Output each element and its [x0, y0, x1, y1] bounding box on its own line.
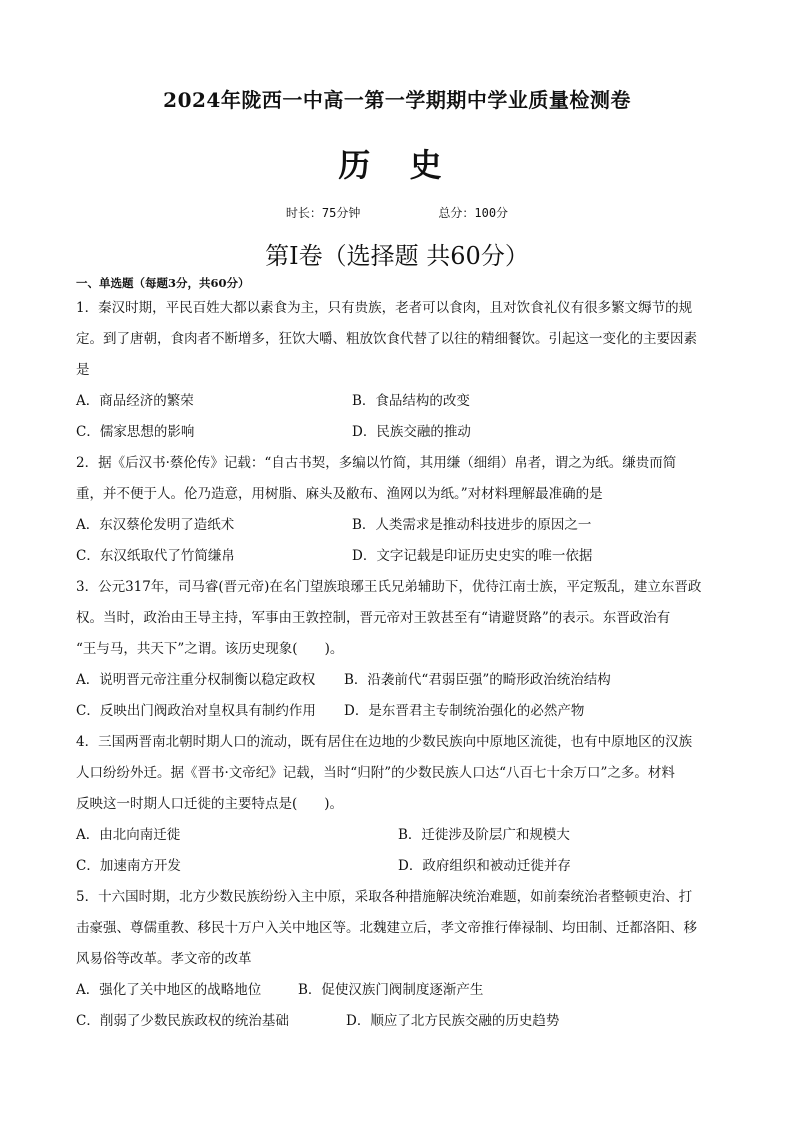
question-stem-line: 2．据《后汉书·蔡伦传》记载：“自古书契，多编以竹简，其用缣（细绢）帛者，谓之为纸。缣贵而简 — [76, 455, 677, 471]
option-b[interactable]: B．促使汉族门阀制度逐渐产生 — [298, 982, 484, 998]
question-stem-line: 风易俗等改革。孝文帝的改革 — [76, 951, 252, 967]
option-row — [76, 665, 724, 696]
section-title: 第Ⅰ卷（选择题 共60分） — [265, 242, 529, 270]
question — [76, 727, 724, 882]
option-a[interactable]: A．商品经济的繁荣 — [76, 393, 194, 409]
option-c[interactable]: C．加速南方开发 — [76, 858, 181, 874]
question — [76, 572, 724, 727]
question-stem-line: 1．秦汉时期，平民百姓大都以素食为主，只有贵族，老者可以食肉，且对饮食礼仪有很多繁文缛节的规 — [76, 300, 693, 316]
option-a[interactable]: A．说明晋元帝注重分权制衡以稳定政权 — [76, 672, 316, 688]
question-stem-line: 是 — [76, 362, 90, 378]
question-stem-line: 人口纷纷外迁。据《晋书·文帝纪》记载，当时“归附”的少数民族人口达“八百七十余万口”之多。材料 — [76, 765, 675, 781]
option-b[interactable]: B．人类需求是推动科技进步的原因之一 — [352, 517, 592, 533]
total-score-label: 总分：100分 — [438, 206, 509, 220]
question-stem-line: 3．公元317年，司马睿(晋元帝)在名门望族琅琊王氏兄弟辅助下，优待江南士族，平定叛乱，建立东晋政 — [76, 579, 702, 595]
option-c[interactable]: C．反映出门阀政治对皇权具有制约作用 — [76, 703, 316, 719]
question-stem-line: 反映这一时期人口迁徙的主要特点是( )。 — [76, 796, 344, 812]
option-b[interactable]: B．沿袭前代“君弱臣强”的畸形政治统治结构 — [344, 672, 611, 688]
question — [76, 882, 724, 1037]
option-row — [76, 541, 724, 572]
option-d[interactable]: D．顺应了北方民族交融的历史趋势 — [346, 1013, 560, 1029]
option-row — [76, 696, 724, 727]
option-d[interactable]: D．是东晋君主专制统治强化的必然产物 — [344, 703, 585, 719]
option-b[interactable]: B．迁徙涉及阶层广和规模大 — [398, 827, 570, 843]
option-c[interactable]: C．削弱了少数民族政权的统治基础 — [76, 1013, 289, 1029]
question-stem-line: 击豪强、尊儒重教、移民十万户入关中地区等。北魏建立后，孝文帝推行俸禄制、均田制、迁都洛阳、移 — [76, 920, 697, 936]
option-d[interactable]: D．政府组织和被动迁徙并存 — [398, 858, 571, 874]
option-row — [76, 386, 724, 417]
option-a[interactable]: A．强化了关中地区的战略地位 — [76, 982, 262, 998]
option-row — [76, 510, 724, 541]
question-stem-line: “王与马，共天下”之谓。该历史现象( )。 — [76, 641, 344, 657]
option-row — [76, 820, 724, 851]
subject-title: 历 史 — [338, 146, 456, 184]
question-stem-line: 5．十六国时期，北方少数民族纷纷入主中原，采取各种措施解决统治难题，如前秦统治者整顿吏治、打 — [76, 889, 693, 905]
option-a[interactable]: A．由北向南迁徙 — [76, 827, 181, 843]
exam-title: 2024年陇西一中高一第一学期期中学业质量检测卷 — [163, 88, 631, 112]
option-row — [76, 417, 724, 448]
question-list — [76, 293, 724, 1037]
question-stem-line: 权。当时，政治由王导主持，军事由王敦控制，晋元帝对王敦甚至有“请避贤路”的表示。东晋政治有 — [76, 610, 671, 626]
question-stem-line: 4．三国两晋南北朝时期人口的流动，既有居住在边地的少数民族向中原地区流徙，也有中原地区的汉族 — [76, 734, 693, 750]
question — [76, 448, 724, 572]
option-d[interactable]: D．文字记载是印证历史史实的唯一依据 — [352, 548, 593, 564]
question-stem-line: 定。到了唐朝，食肉者不断增多，狂饮大嚼、粗放饮食代替了以往的精细餐饮。引起这一变化的主要因素 — [76, 331, 697, 347]
option-row — [76, 851, 724, 882]
duration-label: 时长：75分钟 — [285, 206, 361, 220]
option-b[interactable]: B．食品结构的改变 — [352, 393, 470, 409]
option-row — [76, 975, 724, 1006]
question-type-label: 一、单选题（每题3分，共60分） — [76, 276, 250, 290]
option-c[interactable]: C．儒家思想的影响 — [76, 424, 195, 440]
option-a[interactable]: A．东汉蔡伦发明了造纸术 — [76, 517, 235, 533]
option-row — [76, 1006, 724, 1037]
option-c[interactable]: C．东汉纸取代了竹简缣帛 — [76, 548, 235, 564]
question — [76, 293, 724, 448]
option-d[interactable]: D．民族交融的推动 — [352, 424, 471, 440]
question-stem-line: 重，并不便于人。伦乃造意，用树脂、麻头及敝布、渔网以为纸。”对材料理解最准确的是 — [76, 486, 603, 502]
exam-meta — [0, 204, 794, 221]
